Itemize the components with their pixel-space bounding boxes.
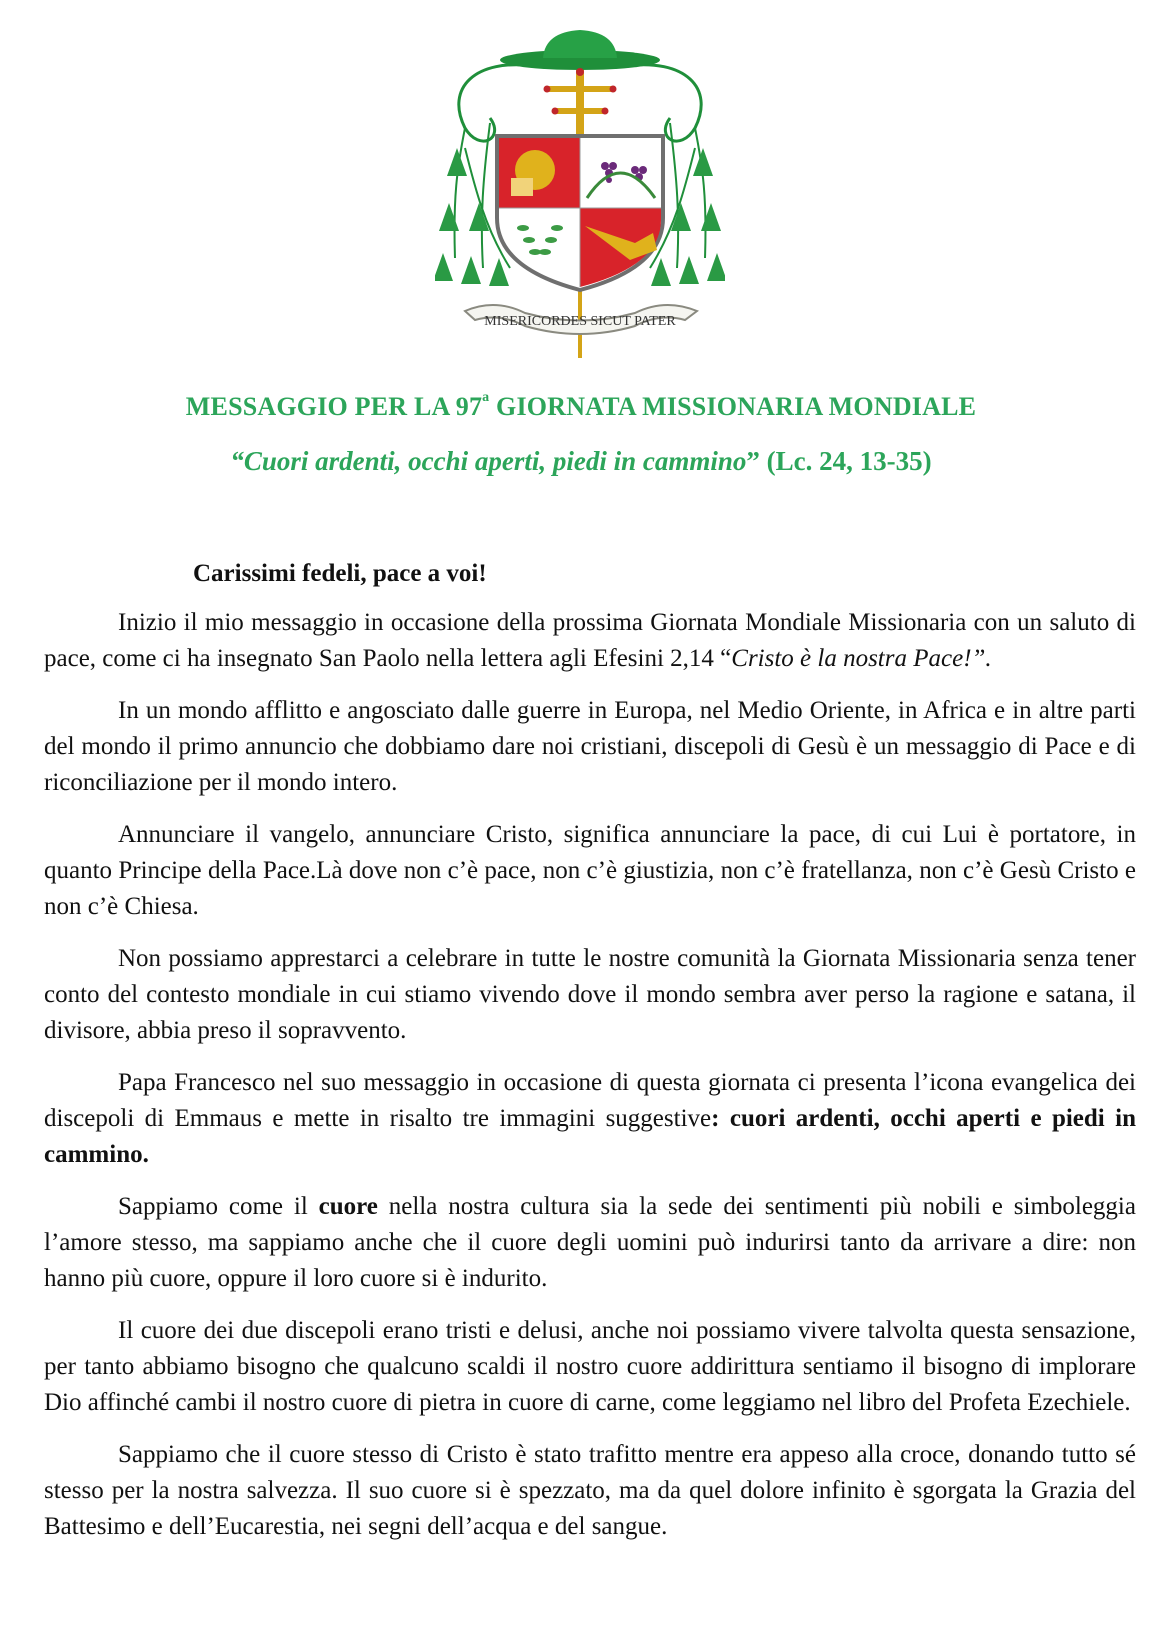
paragraph-3: Annunciare il vangelo, annunciare Cristo, significa annunciare la pace, di cui Lui è portatore, in quanto Principe della Pace.Là dove non c’è pace, non c’è giustizia, non c’è fratellanza, non c’è Gesù Cristo e non c’è Chiesa. bbox=[44, 821, 1136, 920]
cross-icon bbox=[544, 68, 617, 140]
subtitle-quote: “Cuori ardenti, occhi aperti, piedi in cammino bbox=[230, 446, 747, 476]
paragraph-5: Papa Francesco nel suo messaggio in occasione di questa giornata ci presenta l’icona evangelica dei discepoli di Emmaus e mette in risalto tre immagini suggestive: cuori ardenti, occhi aperti e piedi in cammino. bbox=[44, 1069, 1136, 1168]
greeting: Carissimi fedeli, pace a voi! bbox=[193, 560, 487, 587]
paragraph-6: Sappiamo come il cuore nella nostra cultura sia la sede dei sentimenti più nobili e simboleggia l’amore stesso, ma sappiamo anche che il cuore degli uomini può indurirsi tanto da arrivare a dire: non hanno più cuore, oppure il loro cuore si è indurito. bbox=[44, 1193, 1136, 1292]
page-subtitle bbox=[0, 446, 1162, 477]
right-cord bbox=[625, 65, 701, 141]
left-cord bbox=[459, 65, 535, 141]
subtitle-reference: ” (Lc. 24, 13-35) bbox=[746, 446, 932, 476]
paragraph-7: Il cuore dei due discepoli erano tristi e delusi, anche noi possiamo vivere talvolta questa sensazione, per tanto abbiamo bisogno che qualcuno scaldi il nostro cuore addirittura sentiamo il bisogno di implorare Dio affinché cambi il nostro cuore di pietra in cuore di carne, come leggiamo nel libro del Profeta Ezechiele. bbox=[44, 1317, 1136, 1416]
title-superscript: a bbox=[482, 390, 490, 405]
paragraph-1: Inizio il mio messaggio in occasione della prossima Giornata Mondiale Missionaria con un saluto di pace, come ci ha insegnato San Paolo nella lettera agli Efesini 2,14 “Cristo è la nostra Pace!”. bbox=[44, 609, 1136, 672]
paragraph-8: Sappiamo che il cuore stesso di Cristo è stato trafitto mentre era appeso alla croce, donando tutto sé stesso per la nostra salvezza. Il suo cuore si è spezzato, ma da quel dolore infinito è sgorgata la Grazia del Battesimo e dell’Eucarestia, nei segni dell’acqua e del sangue. bbox=[44, 1441, 1136, 1540]
paragraph-2: In un mondo afflitto e angosciato dalle guerre in Europa, nel Medio Oriente, in Africa e in altre parti del mondo il primo annuncio che dobbiamo dare noi cristiani, discepoli di Gesù è un messaggio di Pace e di riconciliazione per il mondo intero. bbox=[44, 697, 1136, 796]
motto-text: MISERICORDES SICUT PATER bbox=[484, 314, 676, 329]
episcopal-coat-of-arms bbox=[435, 28, 725, 373]
paragraph-4: Non possiamo apprestarci a celebrare in tutte le nostre comunità la Giornata Missionaria senza tener conto del contesto mondiale in cui stiamo vivendo dove il mondo sembra aver perso la ragione e satana, il divisore, abbia preso il sopravvento. bbox=[44, 945, 1136, 1044]
letter-body bbox=[44, 556, 1136, 1545]
page-title: MESSAGGIO PER LA 97$^a$ GIORNATA MISSIONARIA MONDIALE bbox=[185, 390, 977, 421]
shield bbox=[497, 136, 663, 290]
